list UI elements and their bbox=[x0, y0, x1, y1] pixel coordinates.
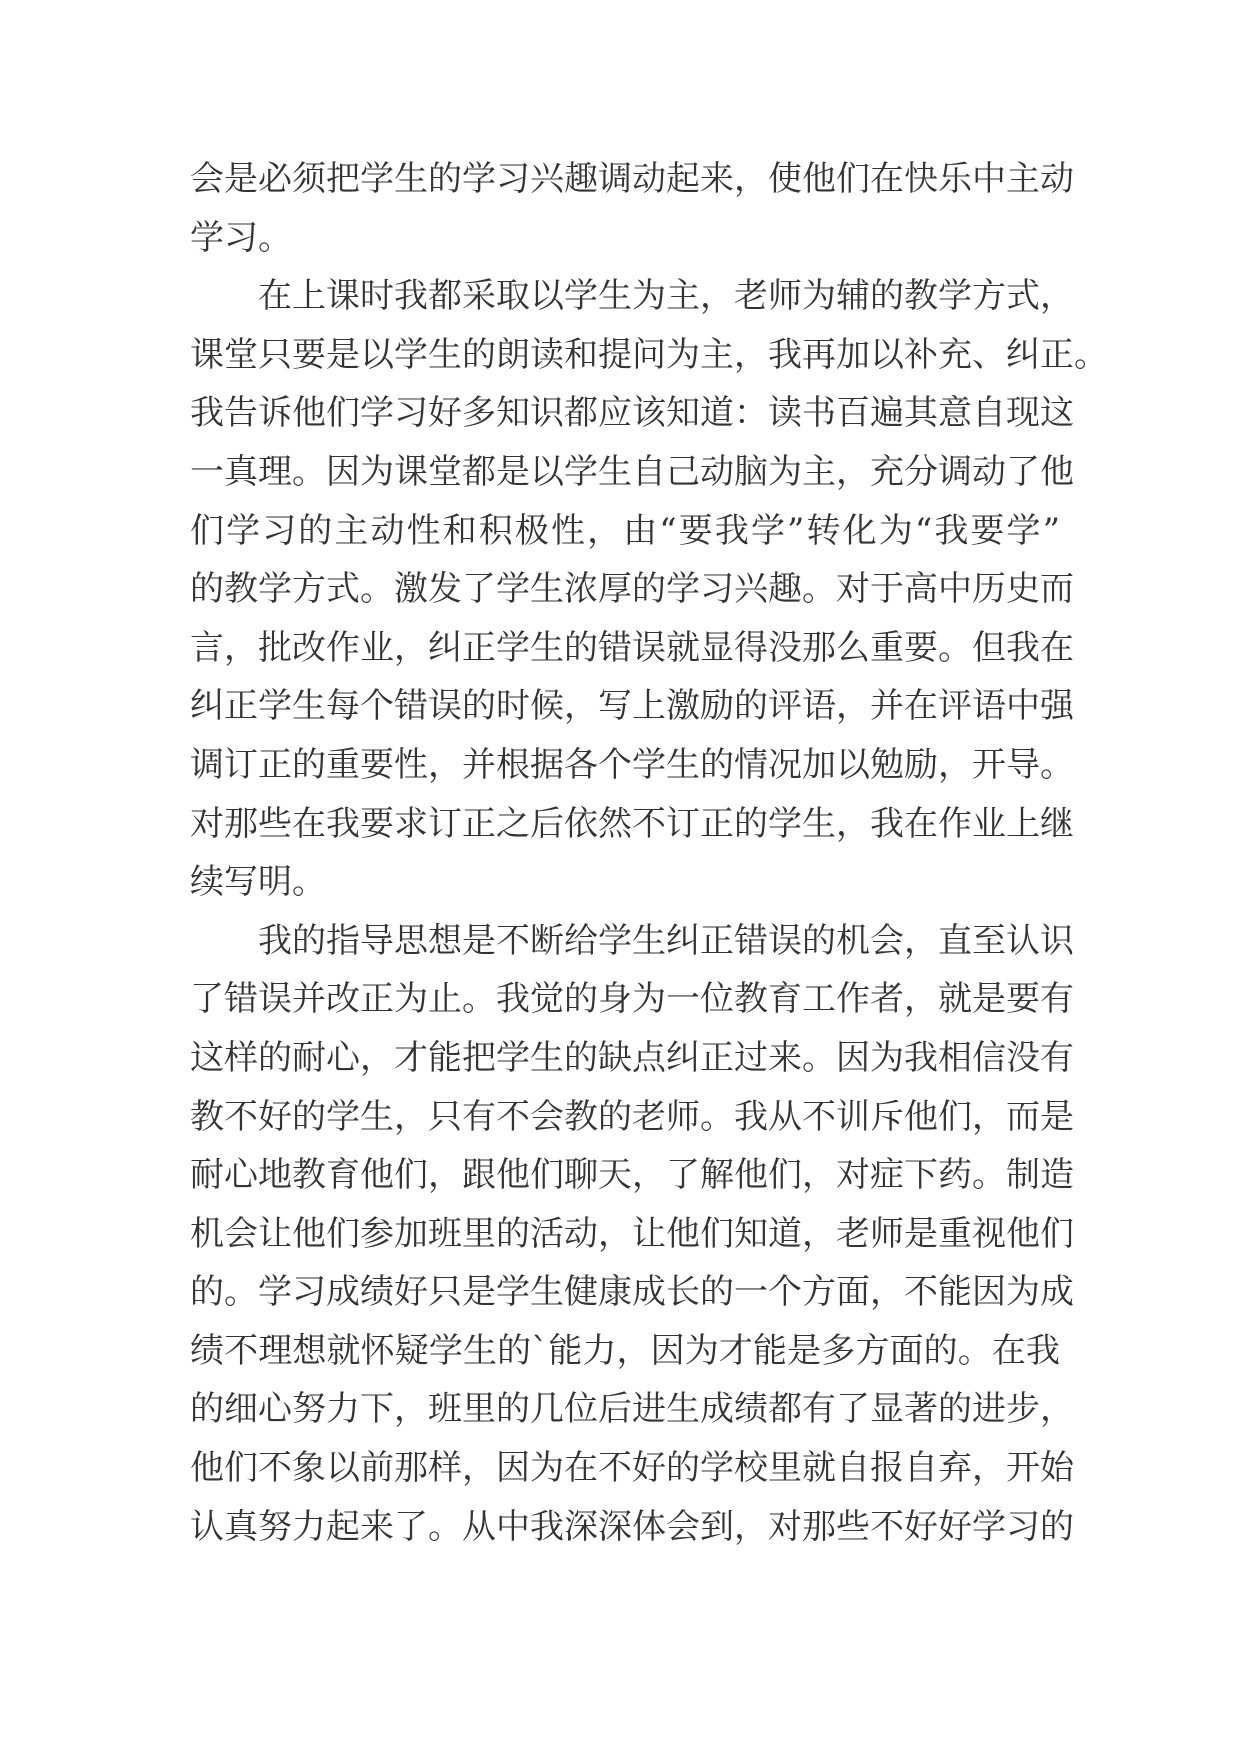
text-line: 的细心努力下，班里的几位后进生成绩都有了显著的进步， bbox=[190, 1389, 1074, 1430]
text-line: 续写明。 bbox=[190, 862, 326, 903]
text-line: 的。学习成绩好只是学生健康成长的一个方面，不能因为成 bbox=[190, 1272, 1074, 1313]
paragraph-first-line: 我的指导思想是不断给学生纠正错误的机会，直至认识 bbox=[258, 920, 1074, 961]
text-line: 对那些在我要求订正之后依然不订正的学生，我在作业上继 bbox=[190, 803, 1074, 844]
text-line: 言，批改作业，纠正学生的错误就显得没那么重要。但我在 bbox=[190, 627, 1074, 668]
text-line: 他们不象以前那样，因为在不好的学校里就自报自弃，开始 bbox=[190, 1448, 1074, 1489]
text-line: 这样的耐心，才能把学生的缺点纠正过来。因为我相信没有 bbox=[190, 1037, 1074, 1078]
text-line: 机会让他们参加班里的活动，让他们知道，老师是重视他们 bbox=[190, 1213, 1074, 1254]
paragraph-first-line: 在上课时我都采取以学生为主，老师为辅的教学方式， bbox=[258, 276, 1074, 317]
text-line: 调订正的重要性，并根据各个学生的情况加以勉励，开导。 bbox=[190, 744, 1074, 785]
text-line: 认真努力起来了。从中我深深体会到，对那些不好好学习的 bbox=[190, 1506, 1074, 1547]
text-line: 耐心地教育他们，跟他们聊天，了解他们，对症下药。制造 bbox=[190, 1155, 1074, 1196]
text-line: 课堂只要是以学生的朗读和提问为主，我再加以补充、纠正。 bbox=[190, 334, 1108, 375]
text-line: 会是必须把学生的学习兴趣调动起来，使他们在快乐中主动 bbox=[190, 159, 1074, 199]
text-line: 学习。 bbox=[190, 217, 292, 258]
text-line: 们学习的主动性和积极性，由“要我学”转化为“我要学” bbox=[190, 510, 1060, 551]
text-line: 的教学方式。激发了学生浓厚的学习兴趣。对于高中历史而 bbox=[190, 569, 1074, 610]
text-line: 一真理。因为课堂都是以学生自己动脑为主，充分调动了他 bbox=[190, 451, 1074, 492]
text-line: 教不好的学生，只有不会教的老师。我从不训斥他们，而是 bbox=[190, 1096, 1074, 1137]
text-line: 了错误并改正为止。我觉的身为一位教育工作者，就是要有 bbox=[190, 979, 1074, 1020]
text-line: 我告诉他们学习好多知识都应该知道：读书百遍其意自现这 bbox=[190, 393, 1074, 434]
text-line: 绩不理想就怀疑学生的`能力，因为才能是多方面的。在我 bbox=[190, 1330, 1060, 1371]
document-body bbox=[190, 150, 1108, 1556]
text-line: 纠正学生每个错误的时候，写上激励的评语，并在评语中强 bbox=[190, 686, 1074, 727]
